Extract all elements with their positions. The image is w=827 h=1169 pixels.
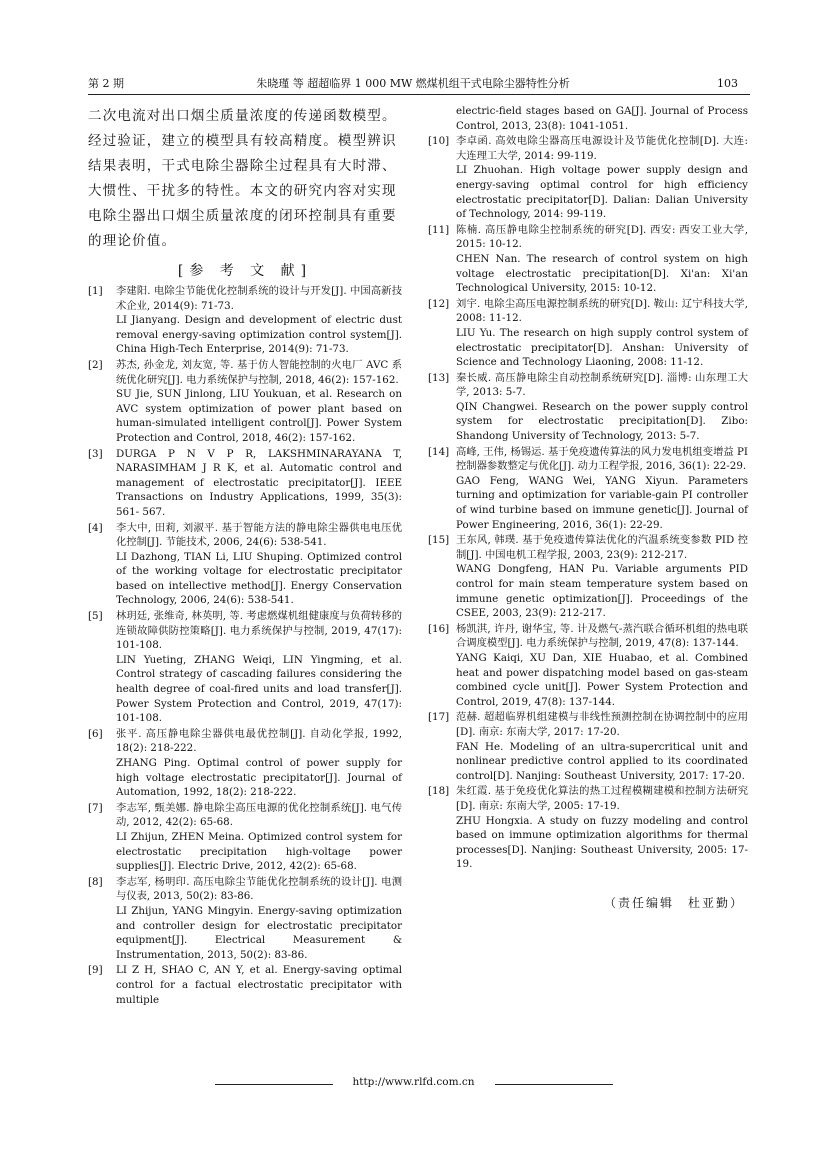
reference-number: [17] (428, 711, 450, 724)
footer-rule-right (495, 1084, 613, 1085)
page-footer (0, 1074, 827, 1094)
reference-text: DURGA P N V P R, LAKSHMINARAYANA T, NARASIMHAM J R K, et al. Automatic control and management of electrostatic precipitator[J]. IEEE Transactions on Industry Applications, 1999, 35(3): 561- 567. (116, 447, 402, 518)
reference-body (116, 284, 402, 357)
reference-text: FAN He. Modeling of an ultra-supercritical unit and nonlinear predictive control applied to its coordinated control[D]. Nanjing: Southeast University, 2017: 17-20. (456, 740, 748, 782)
reference-item (428, 710, 748, 783)
right-column (428, 104, 748, 911)
reference-text: 秦长威. 高压静电除尘自动控制系统研究[D]. 淄博: 山东理工大学, 2013: 5-7. (456, 371, 748, 399)
reference-number: [13] (428, 371, 450, 384)
reference-number: [4] (88, 521, 103, 534)
reference-item (88, 358, 402, 446)
reference-number: [3] (88, 447, 103, 460)
reference-body (116, 521, 402, 609)
reference-item (428, 533, 748, 621)
reference-item (428, 104, 748, 133)
reference-text: 杨凯淇, 许丹, 谢华宝, 等. 计及燃气-蒸汽联合循环机组的热电联合调度模型[J]. 电力系统保护与控制, 2019, 47(8): 137-144. (456, 622, 748, 650)
reference-text: 林玥廷, 张维奇, 林英明, 等. 考虑燃煤机组健康度与负荷转移的连锁故障供防控策略[J]. 电力系统保护与控制, 2019, 47(17): 101-108. (116, 610, 402, 652)
reference-body (456, 134, 748, 222)
reference-text: 李志军, 甄美娜. 静电除尘高压电源的优化控制系统[J]. 电气传动, 2012, 42(2): 65-68. (116, 801, 402, 829)
header-rule (88, 94, 750, 95)
reference-body (456, 622, 748, 710)
reference-text: 王东风, 韩璞. 基于免疫遗传算法优化的汽温系统变参数 PID 控制[J]. 中国电机工程学报, 2003, 23(9): 212-217. (456, 534, 748, 561)
responsible-editor: （责任编辑 杜亚勤） (603, 895, 744, 910)
reference-item (428, 134, 748, 222)
reference-number: [16] (428, 622, 450, 635)
reference-number: [14] (428, 445, 450, 458)
reference-item (88, 447, 402, 520)
journal-url[interactable]: http://www.rlfd.com.cn (352, 1076, 475, 1088)
reference-item (88, 875, 402, 963)
conclusion-paragraph: 二次电流对出口烟尘质量浓度的传递函数模型。经过验证，建立的模型具有较高精度。模型辨识结果表明，干式电除尘器除尘过程具有大时滞、大惯性、干扰多的特性。本文的研究内容对实现电除尘器出口烟尘质量浓度的闭环控制具有重要的理论价值。 (88, 108, 397, 249)
reference-number: [9] (88, 964, 103, 977)
reference-text: 朱红霞. 基于免疫优化算法的热工过程模糊建模和控制方法研究[D]. 南京: 东南大学, 2005: 17-19. (456, 785, 748, 812)
reference-text: 李建阳. 电除尘节能优化控制系统的设计与开发[J]. 中国高新技术企业, 2014(9): 71-73. (116, 285, 402, 312)
reference-item (88, 284, 402, 357)
left-column (88, 104, 402, 1008)
reference-item (88, 727, 402, 800)
reference-item (428, 223, 748, 296)
reference-number: [5] (88, 610, 103, 623)
reference-text: electric-field stages based on GA[J]. Journal of Process Control, 2013, 23(8): 1041-1051. (456, 105, 748, 132)
page-header (88, 76, 738, 94)
reference-body (456, 710, 748, 783)
reference-number: [11] (428, 223, 450, 236)
reference-item (428, 784, 748, 872)
reference-item (88, 963, 402, 1007)
reference-body (456, 371, 748, 444)
reference-number: [8] (88, 875, 103, 888)
reference-item (88, 521, 402, 609)
reference-text: 范赫. 超超临界机组建模与非线性预测控制在协调控制中的应用[D]. 南京: 东南大学, 2017: 17-20. (456, 711, 748, 738)
reference-number: [12] (428, 297, 450, 310)
reference-body (116, 963, 402, 1007)
reference-text: 李志军, 杨明印. 高压电除尘节能优化控制系统的设计[J]. 电测与仪表, 2013, 50(2): 83-86. (116, 875, 402, 903)
reference-number: [6] (88, 727, 103, 740)
reference-text: ZHANG Ping. Optimal control of power supply for high voltage electrostatic precipitator[J]. Journal of Automation, 1992, 18(2): 218-222. (116, 757, 402, 799)
reference-body (456, 104, 748, 133)
reference-item (428, 622, 748, 710)
reference-number: [10] (428, 135, 450, 148)
running-title: 朱晓瑾 等 超超临界 1 000 MW 燃煤机组干式电除尘器特性分析 (256, 77, 570, 90)
reference-text: 张平. 高压静电除尘器供电最优控制[J]. 自动化学报, 1992, 18(2): 218-222. (116, 727, 402, 755)
reference-number: [18] (428, 785, 450, 798)
reference-text: 李大中, 田莉, 刘淑平. 基于智能方法的静电除尘器供电电压优化控制[J]. 节能技术, 2006, 24(6): 538-541. (116, 521, 402, 549)
reference-text: 李卓函. 高效电除尘器高压电源设计及节能优化控制[D]. 大连: 大连理工大学, 2014: 99-119. (456, 135, 748, 162)
reference-body (456, 784, 748, 872)
reference-body (456, 223, 748, 296)
reference-text: WANG Dongfeng, HAN Pu. Variable arguments PID control for main steam temperature system based on immune genetic optimization[J]. Proceedings of the CSEE, 2003, 23(9): 212-217. (456, 563, 748, 620)
reference-text: LI Zhijun, YANG Mingyin. Energy-saving optimization and controller design for electrostatic precipitator equipment[J]. Electrical Measurement & Instrumentation, 2013, 50(2): 83-86. (116, 904, 402, 961)
reference-body (116, 609, 402, 726)
reference-list-right (428, 104, 748, 872)
reference-body (116, 358, 402, 446)
issue-number: 第 2 期 (88, 77, 124, 90)
references-heading: [参 考 文 献] (177, 263, 313, 279)
reference-body (116, 727, 402, 800)
reference-text: CHEN Nan. The research of control system on high voltage electrostatic precipitation[D]. Xi'an: Xi'an Technological University, 2015: 10-12. (456, 252, 748, 295)
reference-body (116, 447, 402, 520)
reference-list-left (88, 284, 402, 1007)
reference-body (456, 533, 748, 621)
reference-number: [2] (88, 358, 103, 371)
reference-text: 陈楠. 高压静电除尘控制系统的研究[D]. 西安: 西安工业大学, 2015: 10-12. (456, 223, 748, 251)
reference-text: LIU Yu. The research on high supply control system of electrostatic precipitator[D]. Anshan: University of Science and Technology Liaoning, 2008: 11-12. (456, 326, 748, 369)
reference-text: QIN Changwei. Research on the power supply control system for electrostatic precipitation[D]. Zibo: Shandong University of Technology, 2013: 5-7. (456, 400, 748, 443)
reference-text: LI Dazhong, TIAN Li, LIU Shuping. Optimized control of the working voltage for electrostatic precipitator based on intellective method[J]. Energy Conservation Technology, 2006, 24(6): 538-541. (116, 550, 402, 607)
reference-item (88, 609, 402, 726)
reference-text: LI Zhuohan. High voltage power supply design and energy-saving optimal control for high efficiency electrostatic precipitator[D]. Dalian: Dalian University of Technology, 2014: 99-119. (456, 164, 748, 221)
reference-text: 刘宇. 电除尘高压电源控制系统的研究[D]. 鞍山: 辽宁科技大学, 2008: 11-12. (456, 297, 748, 325)
reference-body (456, 445, 748, 533)
reference-item (428, 371, 748, 444)
reference-body (116, 801, 402, 874)
reference-text: 苏杰, 孙金龙, 刘友宽, 等. 基于仿人智能控制的火电厂 AVC 系统优化研究[J]. 电力系统保护与控制, 2018, 46(2): 157-162. (116, 358, 402, 386)
reference-item (88, 801, 402, 874)
reference-text: LI Z H, SHAO C, AN Y, et al. Energy-saving optimal control for a factual electrostatic precipitator with multiple (116, 964, 402, 1006)
reference-text: LI Jianyang. Design and development of electric dust removal energy-saving optimization control system[J]. China High-Tech Enterprise, 2014(9): 71-73. (116, 314, 402, 356)
reference-number: [1] (88, 285, 103, 297)
reference-item (428, 297, 748, 370)
reference-text: SU Jie, SUN Jinlong, LIU Youkuan, et al. Research on AVC system optimization of power plant based on human-simulated intelligent control[J]. Power System Protection and Control, 2018, 46(2): 157-162. (116, 388, 402, 444)
page-number: 103 (717, 77, 738, 90)
reference-body (116, 875, 402, 963)
reference-text: YANG Kaiqi, XU Dan, XIE Huabao, et al. Combined heat and power dispatching model based on gas-steam combined cycle unit[J]. Power System Protection and Control, 2019, 47(8): 137-144. (456, 651, 748, 708)
reference-number: [7] (88, 801, 103, 814)
reference-text: LI Zhijun, ZHEN Meina. Optimized control system for electrostatic precipitation high-voltage power supplies[J]. Electric Drive, 2012, 42(2): 65-68. (116, 830, 402, 873)
reference-text: ZHU Hongxia. A study on fuzzy modeling and control based on immune optimization algorithms for thermal processes[D]. Nanjing: Southeast University, 2005: 17-19. (456, 814, 748, 871)
reference-text: GAO Feng, WANG Wei, YANG Xiyun. Parameters turning and optimization for variable-gain PI controller of wind turbine based on immune genetic[J]. Journal of Power Engineering, 2016, 36(1): 22-29. (456, 474, 748, 531)
reference-number: [15] (428, 534, 450, 547)
reference-body (456, 297, 748, 370)
reference-number (428, 104, 456, 133)
reference-item (428, 445, 748, 533)
reference-text: 高峰, 王伟, 杨锡运. 基于免疫遗传算法的风力发电机组变增益 PI 控制器参数整定与优化[J]. 动力工程学报, 2016, 36(1): 22-29. (456, 445, 748, 473)
reference-text: LIN Yueting, ZHANG Weiqi, LIN Yingming, et al. Control strategy of cascading failures considering the health degree of coal-fired units and load transfer[J]. Power System Protection and Control, 2019, 47(17): 101-108. (116, 653, 402, 725)
